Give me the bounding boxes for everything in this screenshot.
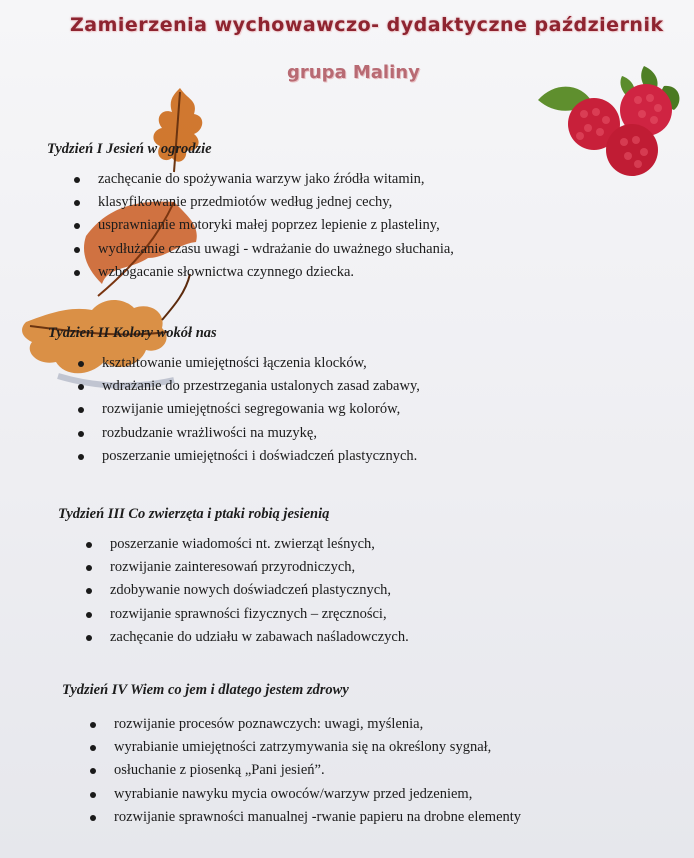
list-item: poszerzanie wiadomości nt. zwierząt leśnych, <box>86 533 409 556</box>
list-item: wyrabianie umiejętności zatrzymywania się na określony sygnał, <box>90 736 521 759</box>
list-item: zdobywanie nowych doświadczeń plastycznych, <box>86 579 409 602</box>
list-item: rozwijanie sprawności fizycznych – zręczności, <box>86 603 409 626</box>
week-4-section <box>62 682 521 829</box>
list-item: kształtowanie umiejętności łączenia klocków, <box>78 352 420 375</box>
page-title: Zamierzenia wychowawczo- dydaktyczne październik <box>70 14 664 36</box>
list-item: rozbudzanie wrażliwości na muzykę, <box>78 422 420 445</box>
week-1-section <box>47 141 454 284</box>
list-item: rozwijanie procesów poznawczych: uwagi, myślenia, <box>90 713 521 736</box>
group-name: grupa Maliny <box>287 62 420 83</box>
list-item: poszerzanie umiejętności i doświadczeń plastycznych. <box>78 445 420 468</box>
raspberry-icon <box>534 62 684 182</box>
list-item: klasyfikowanie przedmiotów według jednej cechy, <box>74 191 454 214</box>
list-item: rozwijanie sprawności manualnej -rwanie papieru na drobne elementy <box>90 806 521 829</box>
list-item: zachęcanie do udziału w zabawach naśladowczych. <box>86 626 409 649</box>
list-item: rozwijanie umiejętności segregowania wg kolorów, <box>78 398 420 421</box>
list-item: rozwijanie zainteresowań przyrodniczych, <box>86 556 409 579</box>
week-1-list <box>74 168 454 284</box>
list-item: usprawnianie motoryki małej poprzez lepienie z plasteliny, <box>74 214 454 237</box>
list-item: wdrażanie do przestrzegania ustalonych zasad zabawy, <box>78 375 420 398</box>
list-item: wyrabianie nawyku mycia owoców/warzyw przed jedzeniem, <box>90 783 521 806</box>
week-2-heading: Tydzień II Kolory wokół nas <box>48 325 217 341</box>
week-4-list <box>90 713 521 829</box>
week-2-list <box>78 352 420 468</box>
list-item: osłuchanie z piosenką „Pani jesień”. <box>90 759 521 782</box>
list-item: wydłużanie czasu uwagi - wdrażanie do uważnego słuchania, <box>74 238 454 261</box>
week-2-section <box>48 325 420 468</box>
list-item: zachęcanie do spożywania warzyw jako źródła witamin, <box>74 168 454 191</box>
week-3-list <box>86 533 409 649</box>
list-item: wzbogacanie słownictwa czynnego dziecka. <box>74 261 454 284</box>
week-3-section <box>58 506 409 649</box>
week-3-heading: Tydzień III Co zwierzęta i ptaki robią jesienią <box>58 506 330 522</box>
week-4-heading: Tydzień IV Wiem co jem i dlatego jestem zdrowy <box>62 682 349 698</box>
week-1-heading: Tydzień I Jesień w ogrodzie <box>47 141 212 157</box>
